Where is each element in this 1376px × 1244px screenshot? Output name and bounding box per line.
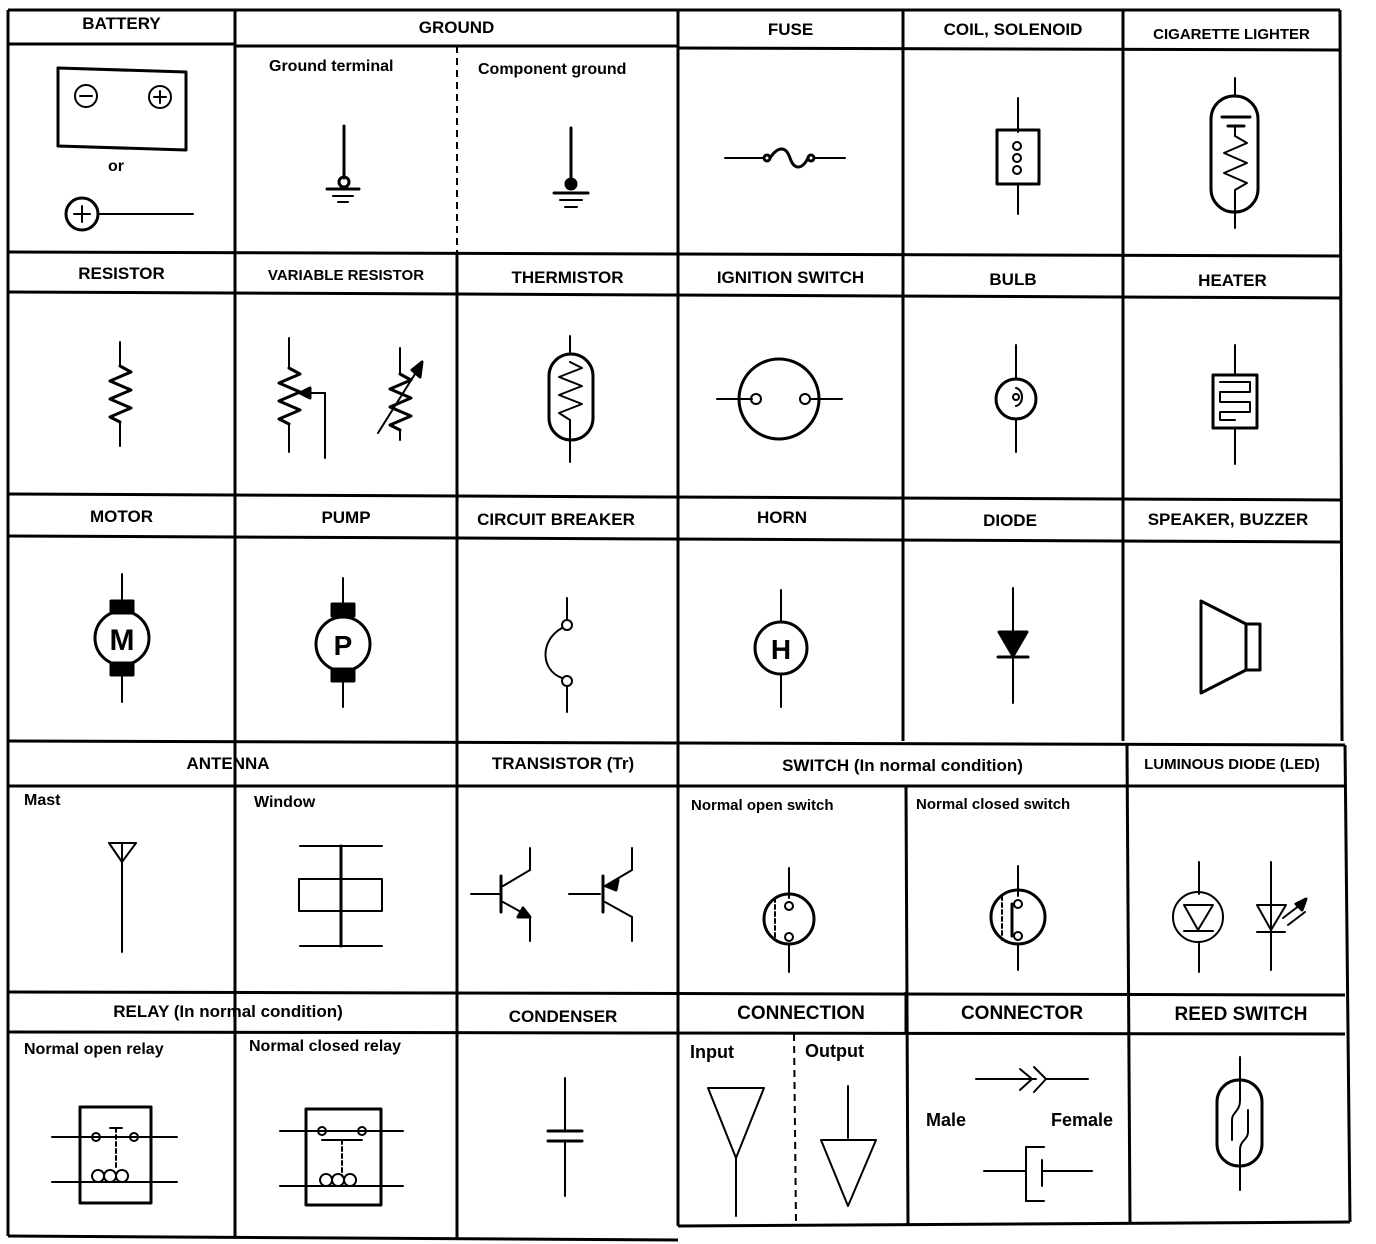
bulb-label: BULB [989, 270, 1037, 289]
male-label: Male [926, 1110, 967, 1130]
condenser-icon [548, 1078, 582, 1196]
connection-output-icon [821, 1086, 876, 1206]
connection-label: CONNECTION [737, 1003, 865, 1024]
ignition-switch-icon [717, 359, 842, 439]
horn-label: HORN [756, 508, 808, 527]
connector-icon [976, 1067, 1092, 1201]
variable-resistor-label: VARIABLE RESISTOR [267, 267, 425, 284]
normal-open-relay-icon [52, 1107, 177, 1203]
transistor-icon [471, 848, 632, 941]
thermistor-label: THERMISTOR [511, 268, 624, 287]
cigarette-lighter-icon [1211, 78, 1258, 228]
circuit-breaker-icon [546, 598, 573, 712]
switch-label: SWITCH (In normal condition) [782, 756, 1023, 775]
ground-terminal-icon [327, 126, 359, 202]
normal-open-relay-label: Normal open relay [24, 1041, 164, 1058]
fuse-icon [725, 149, 845, 167]
normal-closed-switch-icon [991, 866, 1045, 970]
connection-input-icon [708, 1088, 764, 1216]
antenna-window-icon [299, 846, 382, 946]
battery-label: BATTERY [82, 14, 161, 33]
pump-letter: P [333, 630, 353, 661]
reed-switch-label: REED SWITCH [1174, 1004, 1308, 1025]
transistor-label: TRANSISTOR (Tr) [491, 754, 635, 773]
variable-resistor-icon [279, 338, 422, 458]
heater-label: HEATER [1198, 271, 1267, 290]
led-label: LUMINOUS DIODE (LED) [1144, 756, 1320, 773]
horn-letter: H [770, 634, 792, 665]
antenna-mast-icon [109, 843, 136, 952]
condenser-label: CONDENSER [508, 1007, 618, 1026]
mast-label: Mast [24, 792, 61, 809]
fuse-label: FUSE [767, 20, 814, 39]
window-label: Window [254, 794, 316, 811]
or-label: or [108, 158, 124, 175]
motor-letter: M [109, 624, 135, 657]
component-ground-label: Component ground [478, 61, 627, 78]
thermistor-icon [549, 336, 593, 462]
resistor-icon [110, 342, 131, 446]
component-ground-icon [554, 128, 588, 207]
ground-terminal-label: Ground terminal [269, 58, 394, 75]
pump-label: PUMP [321, 508, 371, 527]
relay-label: RELAY (In normal condition) [113, 1002, 343, 1021]
normal-closed-switch-label: Normal closed switch [916, 796, 1071, 813]
motor-label: MOTOR [90, 507, 153, 526]
bulb-icon [996, 345, 1036, 452]
circuit-breaker-label: CIRCUIT BREAKER [477, 510, 635, 529]
diode-icon [998, 588, 1028, 703]
heater-icon [1213, 345, 1257, 464]
battery-icon [58, 68, 193, 230]
coil-solenoid-icon [997, 98, 1039, 214]
led-icon [1173, 862, 1306, 972]
reed-switch-icon [1217, 1057, 1262, 1190]
resistor-label: RESISTOR [78, 264, 165, 283]
normal-closed-relay-icon [280, 1109, 403, 1205]
ground-label: GROUND [418, 18, 495, 37]
diode-label: DIODE [983, 511, 1037, 530]
antenna-label: ANTENNA [186, 754, 270, 773]
normal-open-switch-icon [764, 868, 814, 972]
normal-open-switch-label: Normal open switch [691, 797, 834, 814]
speaker-buzzer-label: SPEAKER, BUZZER [1147, 510, 1309, 529]
output-label: Output [805, 1041, 864, 1061]
cigarette-lighter-label: CIGARETTE LIGHTER [1153, 26, 1310, 43]
normal-closed-relay-label: Normal closed relay [249, 1038, 402, 1055]
speaker-buzzer-icon [1201, 601, 1260, 693]
coil-label: COIL, SOLENOID [943, 20, 1083, 39]
input-label: Input [690, 1042, 734, 1062]
female-label: Female [1051, 1110, 1114, 1130]
connector-label: CONNECTOR [960, 1003, 1084, 1024]
ignition-switch-label: IGNITION SWITCH [716, 268, 865, 287]
